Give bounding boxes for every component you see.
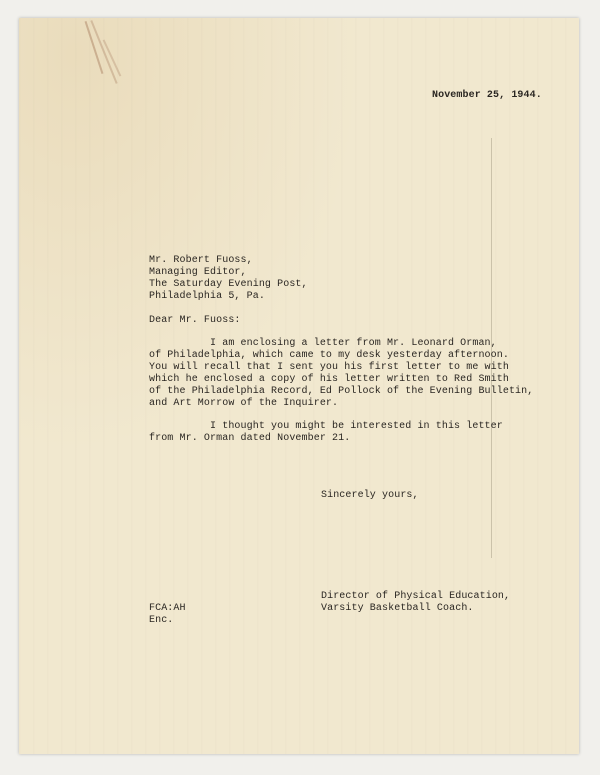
recipient-line-4: Philadelphia 5, Pa. bbox=[149, 291, 265, 302]
recipient-line-1: Mr. Robert Fuoss, bbox=[149, 255, 253, 266]
recipient-line-3: The Saturday Evening Post, bbox=[149, 279, 308, 290]
enclosure-note: Enc. bbox=[149, 615, 174, 626]
letter-date: November 25, 1944. bbox=[432, 90, 542, 101]
recipient-line-2: Managing Editor, bbox=[149, 267, 247, 278]
paragraph-1-line-3: You will recall that I sent you his first letter to me with bbox=[149, 362, 509, 373]
paragraph-2-line-2: from Mr. Orman dated November 21. bbox=[149, 433, 351, 444]
paragraph-1-line-2: of Philadelphia, which came to my desk yesterday afternoon. bbox=[149, 350, 509, 361]
reference-initials: FCA:AH bbox=[149, 603, 186, 614]
paragraph-2-line-1: I thought you might be interested in this letter bbox=[149, 421, 503, 432]
paragraph-1-line-6: and Art Morrow of the Inquirer. bbox=[149, 398, 339, 409]
paragraph-1-line-5: of the Philadelphia Record, Ed Pollock of the Evening Bulletin, bbox=[149, 386, 534, 397]
signature-title-line-2: Varsity Basketball Coach. bbox=[321, 603, 474, 614]
signature-title-line-1: Director of Physical Education, bbox=[321, 591, 511, 602]
salutation: Dear Mr. Fuoss: bbox=[149, 315, 241, 326]
closing: Sincerely yours, bbox=[321, 490, 419, 501]
paper-stain bbox=[89, 18, 129, 98]
letter-sheet bbox=[19, 18, 579, 754]
paragraph-1-line-1: I am enclosing a letter from Mr. Leonard Orman, bbox=[149, 338, 497, 349]
paragraph-1-line-4: which he enclosed a copy of his letter written to Red Smith bbox=[149, 374, 509, 385]
